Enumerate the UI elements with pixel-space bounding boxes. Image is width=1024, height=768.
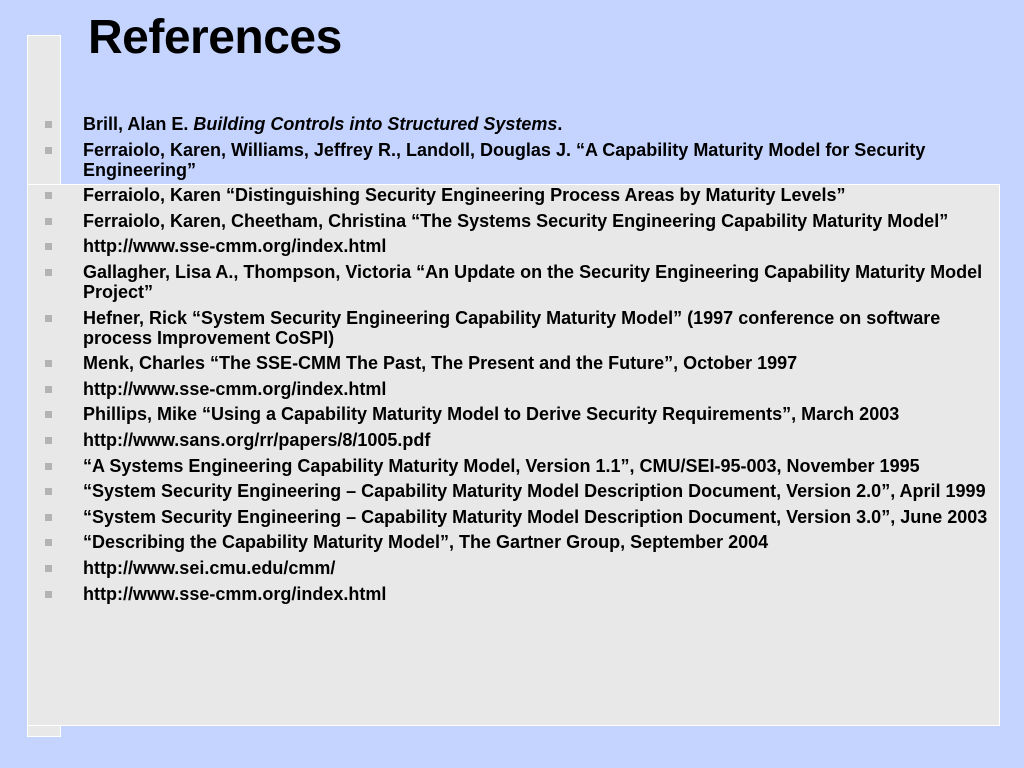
square-bullet-icon bbox=[45, 437, 52, 444]
square-bullet-icon bbox=[45, 565, 52, 572]
reference-text: Menk, Charles “The SSE-CMM The Past, The Present and the Future”, October 1997 bbox=[83, 353, 798, 374]
reference-text: Ferraiolo, Karen, Cheetham, Christina “The Systems Security Engineering Capability Maturity Model” bbox=[83, 210, 949, 231]
reference-text: “System Security Engineering – Capability Maturity Model Description Document, Version 2.0”, April 1999 bbox=[83, 481, 986, 502]
reference-url: http://www.sans.org/rr/papers/8/1005.pdf bbox=[83, 429, 431, 450]
square-bullet-icon bbox=[45, 243, 52, 250]
square-bullet-icon bbox=[45, 360, 52, 367]
reference-list bbox=[43, 114, 1013, 609]
reference-url: http://www.sse-cmm.org/index.html bbox=[83, 236, 387, 257]
reference-text: “A Systems Engineering Capability Maturity Model, Version 1.1”, CMU/SEI-95-003, November 1995 bbox=[83, 455, 920, 476]
square-bullet-icon bbox=[45, 269, 52, 276]
square-bullet-icon bbox=[45, 514, 52, 521]
reference-url: http://www.sei.cmu.edu/cmm/ bbox=[83, 557, 336, 578]
square-bullet-icon bbox=[45, 218, 52, 225]
square-bullet-icon bbox=[45, 121, 52, 128]
slide-title: References bbox=[88, 11, 342, 64]
reference-item bbox=[43, 114, 1013, 134]
reference-item bbox=[43, 404, 1013, 424]
reference-text: Phillips, Mike “Using a Capability Maturity Model to Derive Security Requirements”, March 2003 bbox=[83, 404, 900, 425]
reference-item bbox=[43, 584, 1013, 604]
reference-item bbox=[43, 507, 1013, 527]
reference-text: Ferraiolo, Karen “Distinguishing Security Engineering Process Areas by Maturity Levels” bbox=[83, 185, 846, 206]
square-bullet-icon bbox=[45, 591, 52, 598]
reference-item bbox=[43, 262, 1013, 302]
reference-book-title: Building Controls into Structured Systems bbox=[193, 114, 558, 134]
reference-item bbox=[43, 430, 1013, 450]
reference-text: Brill, Alan E. bbox=[83, 114, 194, 134]
reference-text: Hefner, Rick “System Security Engineering Capability Maturity Model” (1997 conference on software process Improvement CoSPI) bbox=[83, 307, 941, 348]
reference-item bbox=[43, 532, 1013, 552]
reference-text: Ferraiolo, Karen, Williams, Jeffrey R., Landoll, Douglas J. “A Capability Maturity Model for Security Engineering” bbox=[83, 139, 926, 180]
reference-text: Gallagher, Lisa A., Thompson, Victoria “An Update on the Security Engineering Capability Maturity Model Project” bbox=[83, 261, 983, 302]
reference-item bbox=[43, 379, 1013, 399]
reference-url: http://www.sse-cmm.org/index.html bbox=[83, 378, 387, 399]
reference-url: http://www.sse-cmm.org/index.html bbox=[83, 583, 387, 604]
reference-item bbox=[43, 558, 1013, 578]
reference-item bbox=[43, 140, 1013, 180]
square-bullet-icon bbox=[45, 463, 52, 470]
reference-item bbox=[43, 211, 1013, 231]
square-bullet-icon bbox=[45, 192, 52, 199]
reference-item bbox=[43, 308, 1013, 348]
square-bullet-icon bbox=[45, 315, 52, 322]
square-bullet-icon bbox=[45, 488, 52, 495]
reference-item bbox=[43, 185, 1013, 205]
reference-item bbox=[43, 353, 1013, 373]
reference-text: “System Security Engineering – Capability Maturity Model Description Document, Version 3.0”, June 2003 bbox=[83, 506, 988, 527]
reference-item bbox=[43, 236, 1013, 256]
reference-text: “Describing the Capability Maturity Model”, The Gartner Group, September 2004 bbox=[83, 532, 769, 553]
square-bullet-icon bbox=[45, 386, 52, 393]
square-bullet-icon bbox=[45, 147, 52, 154]
reference-item bbox=[43, 456, 1013, 476]
square-bullet-icon bbox=[45, 539, 52, 546]
reference-item bbox=[43, 481, 1013, 501]
reference-punctuation: . bbox=[557, 114, 563, 134]
square-bullet-icon bbox=[45, 411, 52, 418]
